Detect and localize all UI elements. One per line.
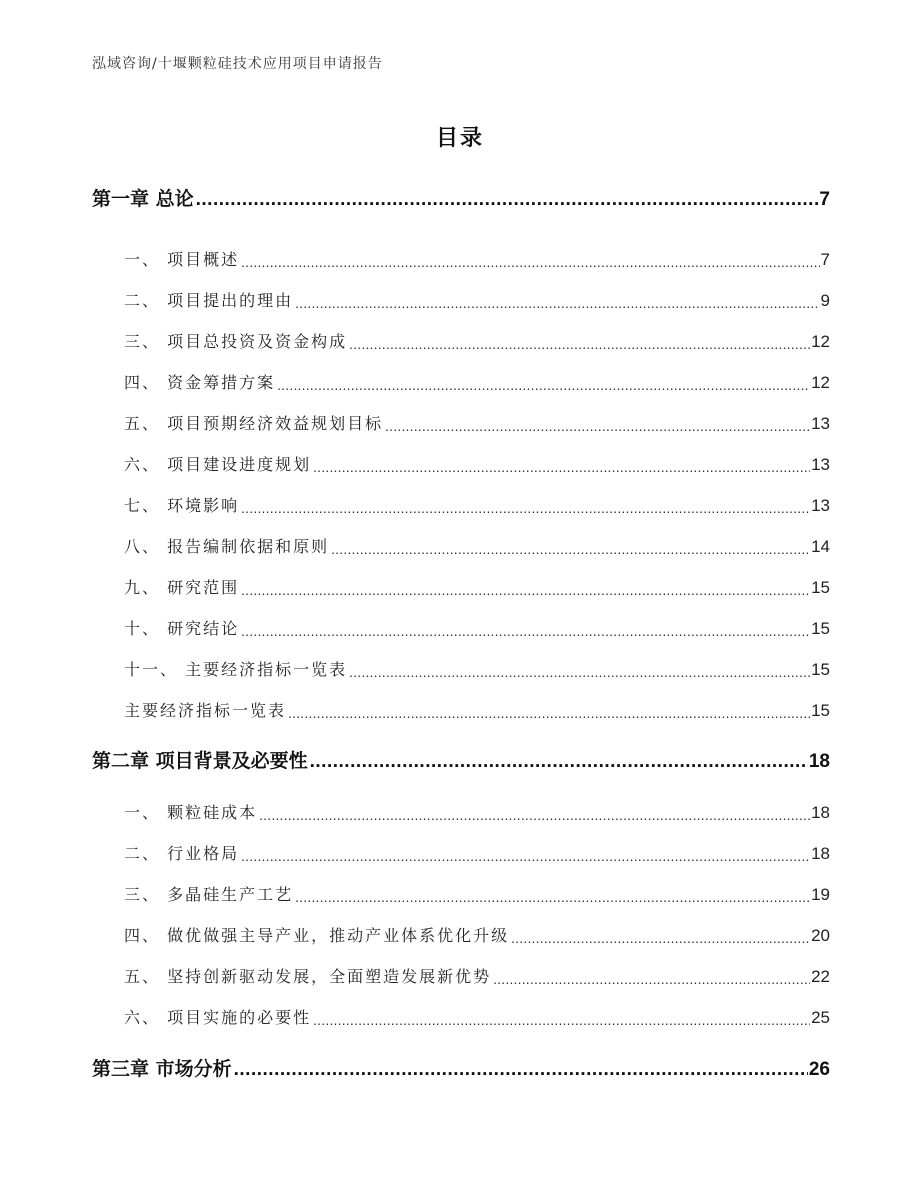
toc-page-number: 22 — [811, 967, 830, 986]
toc-entry-label: 主要经济指标一览表 — [124, 701, 287, 720]
toc-section-entry[interactable] — [124, 492, 830, 516]
toc-section-entry[interactable] — [124, 615, 830, 639]
dot-leader — [277, 377, 810, 393]
toc-section-entry[interactable] — [124, 328, 830, 352]
dot-leader — [241, 623, 810, 639]
toc-entry-label: 第二章 项目背景及必要性 — [92, 750, 308, 772]
toc-section-entry[interactable] — [124, 369, 830, 393]
toc-entry-label: 第一章 总论 — [92, 188, 194, 210]
toc-section-entry[interactable] — [124, 799, 830, 823]
toc-entry-label: 五、 项目预期经济效益规划目标 — [124, 414, 384, 433]
toc-section-entry[interactable] — [124, 963, 830, 987]
toc-entry-label: 十一、 主要经济指标一览表 — [124, 660, 348, 679]
toc-chapter-entry[interactable] — [92, 183, 830, 211]
toc-page-number: 7 — [819, 189, 830, 210]
toc-entry-label: 八、 报告编制依据和原则 — [124, 537, 330, 556]
toc-entry-label: 九、 研究范围 — [124, 578, 240, 597]
dot-leader — [241, 582, 810, 598]
dot-leader — [349, 664, 810, 680]
toc-page-number: 12 — [811, 373, 830, 392]
toc-section-entry[interactable] — [124, 881, 830, 905]
dot-leader — [295, 889, 810, 905]
toc-page-number: 20 — [811, 926, 830, 945]
running-header: 泓域咨询/十堰颗粒硅技术应用项目申请报告 — [92, 56, 383, 72]
toc-entry-label: 六、 项目建设进度规划 — [124, 455, 312, 474]
toc-page-number: 19 — [811, 885, 830, 904]
toc-page-number: 25 — [811, 1008, 830, 1027]
dot-leader — [241, 254, 819, 270]
toc-page-number: 18 — [808, 751, 830, 772]
toc-section-entry[interactable] — [124, 574, 830, 598]
dot-leader — [259, 807, 810, 823]
toc-page-number: 13 — [811, 414, 830, 433]
dot-leader — [295, 295, 819, 311]
toc-section-entry[interactable] — [124, 1004, 830, 1028]
toc-entry-label: 五、 坚持创新驱动发展，全面塑造发展新优势 — [124, 967, 492, 986]
dot-leader — [331, 541, 810, 557]
toc-entry-label: 三、 项目总投资及资金构成 — [124, 332, 348, 351]
toc-page-number: 18 — [811, 844, 830, 863]
toc-section-entry[interactable] — [124, 533, 830, 557]
dot-leader — [385, 418, 810, 434]
toc-entry-label: 七、 环境影响 — [124, 496, 240, 515]
toc-page-number: 15 — [811, 660, 830, 679]
dot-leader — [493, 971, 810, 987]
toc-page-number: 13 — [811, 496, 830, 515]
toc-entry-label: 二、 项目提出的理由 — [124, 291, 294, 310]
toc-entry-label: 第三章 市场分析 — [92, 1058, 232, 1080]
dot-leader — [310, 751, 808, 773]
toc-section-entry[interactable] — [124, 922, 830, 946]
toc-page-number: 12 — [811, 332, 830, 351]
toc-entry-label: 一、 项目概述 — [124, 250, 240, 269]
dot-leader — [234, 1059, 808, 1081]
dot-leader — [196, 189, 819, 211]
toc-chapter-entry[interactable] — [92, 745, 830, 773]
toc-entry-label: 四、 资金筹措方案 — [124, 373, 276, 392]
toc-section-entry[interactable] — [124, 697, 830, 721]
toc-page-number: 26 — [808, 1059, 830, 1080]
page-title: 目录 — [435, 126, 484, 151]
dot-leader — [313, 459, 810, 475]
toc-section-entry[interactable] — [124, 410, 830, 434]
toc-chapter-entry[interactable] — [92, 1053, 830, 1081]
toc-entry-label: 二、 行业格局 — [124, 844, 240, 863]
dot-leader — [511, 930, 810, 946]
toc-entry-label: 一、 颗粒硅成本 — [124, 803, 258, 822]
toc-section-entry[interactable] — [124, 656, 830, 680]
toc-page-number: 14 — [811, 537, 830, 556]
toc-page-number: 15 — [811, 619, 830, 638]
dot-leader — [313, 1012, 810, 1028]
toc-page-number: 15 — [811, 701, 830, 720]
dot-leader — [241, 848, 810, 864]
toc-entry-label: 十、 研究结论 — [124, 619, 240, 638]
toc-section-entry[interactable] — [124, 451, 830, 475]
dot-leader — [349, 336, 810, 352]
toc-entry-label: 六、 项目实施的必要性 — [124, 1008, 312, 1027]
toc-section-entry[interactable] — [124, 287, 830, 311]
toc-entry-label: 四、 做优做强主导产业，推动产业体系优化升级 — [124, 926, 510, 945]
toc-page-number: 18 — [811, 803, 830, 822]
toc-page-number: 15 — [811, 578, 830, 597]
toc-page-number: 7 — [820, 250, 830, 269]
dot-leader — [241, 500, 810, 516]
toc-page-number: 9 — [820, 291, 830, 310]
toc-page-number: 13 — [811, 455, 830, 474]
toc-section-entry[interactable] — [124, 246, 830, 270]
toc-section-entry[interactable] — [124, 840, 830, 864]
toc-entry-label: 三、 多晶硅生产工艺 — [124, 885, 294, 904]
dot-leader — [288, 705, 810, 721]
